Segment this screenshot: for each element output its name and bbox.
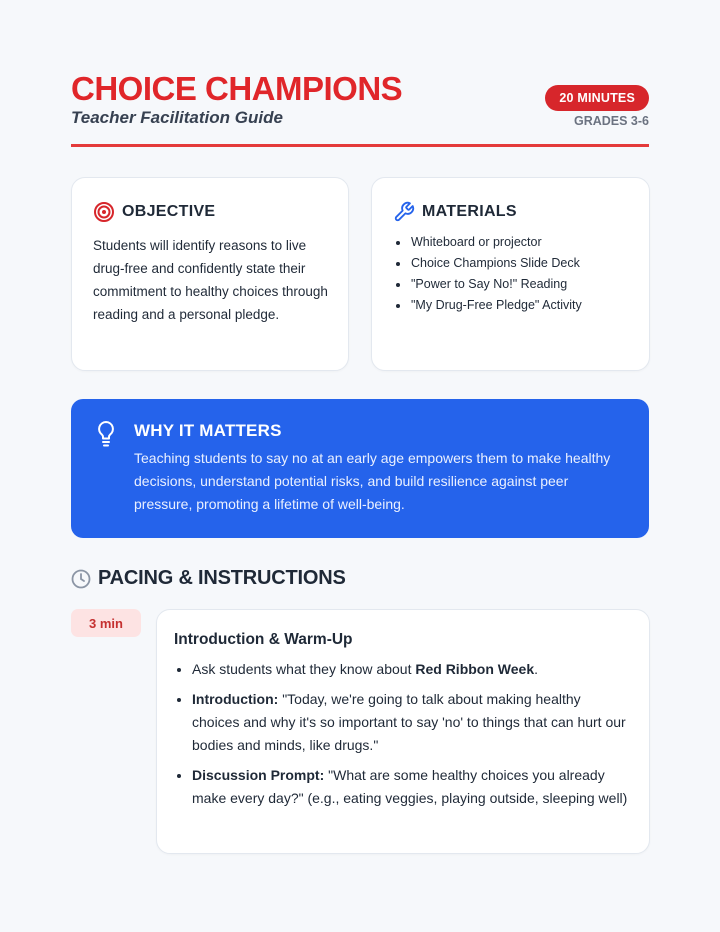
lightbulb-icon [94, 419, 118, 449]
materials-list [394, 232, 582, 316]
wrench-icon [393, 201, 415, 223]
bullet-label: Discussion Prompt: [192, 767, 325, 783]
list-item [174, 764, 629, 810]
why-it-matters-banner [71, 399, 649, 538]
step-title: Introduction & Warm-Up [174, 631, 353, 648]
objective-header [93, 201, 215, 223]
bullet-text: . [534, 661, 539, 677]
page-title: CHOICE CHAMPIONS [71, 70, 403, 107]
target-icon [93, 201, 115, 223]
duration-badge: 20 MINUTES [545, 85, 649, 111]
list-item: "Power to Say No!" Reading [394, 274, 582, 295]
bullet-text: "What are some healthy choices you already make every day?" (e.g., eating veggies, playing outside, sleeping well) [192, 767, 628, 806]
clock-icon [71, 569, 91, 589]
objective-heading: OBJECTIVE [122, 203, 216, 220]
bullet-text: "Today, we're going to talk about making healthy choices and why it's so important to say 'no' to things that can hurt our bodies and minds, like drugs." [192, 691, 626, 753]
header-divider [71, 144, 649, 147]
pacing-heading: PACING & INSTRUCTIONS [98, 567, 346, 589]
list-item [174, 688, 629, 757]
page-subtitle: Teacher Facilitation Guide [71, 108, 283, 127]
objective-card [71, 177, 349, 371]
step-list [174, 658, 629, 817]
pacing-header [71, 567, 346, 590]
objective-text: Students will identify reasons to live drug-free and confidently state their commitment to healthy choices through reading and a personal pledge. [93, 238, 328, 322]
bullet-label: Introduction: [192, 691, 279, 707]
materials-header [393, 201, 517, 223]
list-item: Whiteboard or projector [394, 232, 582, 253]
grades-label: GRADES 3-6 [573, 114, 649, 128]
header [71, 70, 649, 128]
list-item [174, 658, 629, 681]
materials-heading: MATERIALS [422, 203, 517, 220]
list-item: Choice Champions Slide Deck [394, 253, 582, 274]
list-item: "My Drug-Free Pledge" Activity [394, 295, 582, 316]
why-text: Teaching students to say no at an early age empowers them to make healthy decisions, understand potential risks, and build resilience against peer pressure, promoting a lifetime of well-being. [134, 450, 611, 512]
step-card [156, 609, 650, 854]
time-badge: 3 min [71, 609, 141, 637]
bullet-text: Ask students what they know about [192, 661, 416, 677]
why-heading: WHY IT MATTERS [134, 421, 282, 440]
bullet-emphasis: Red Ribbon Week [415, 661, 535, 677]
materials-card [371, 177, 650, 371]
